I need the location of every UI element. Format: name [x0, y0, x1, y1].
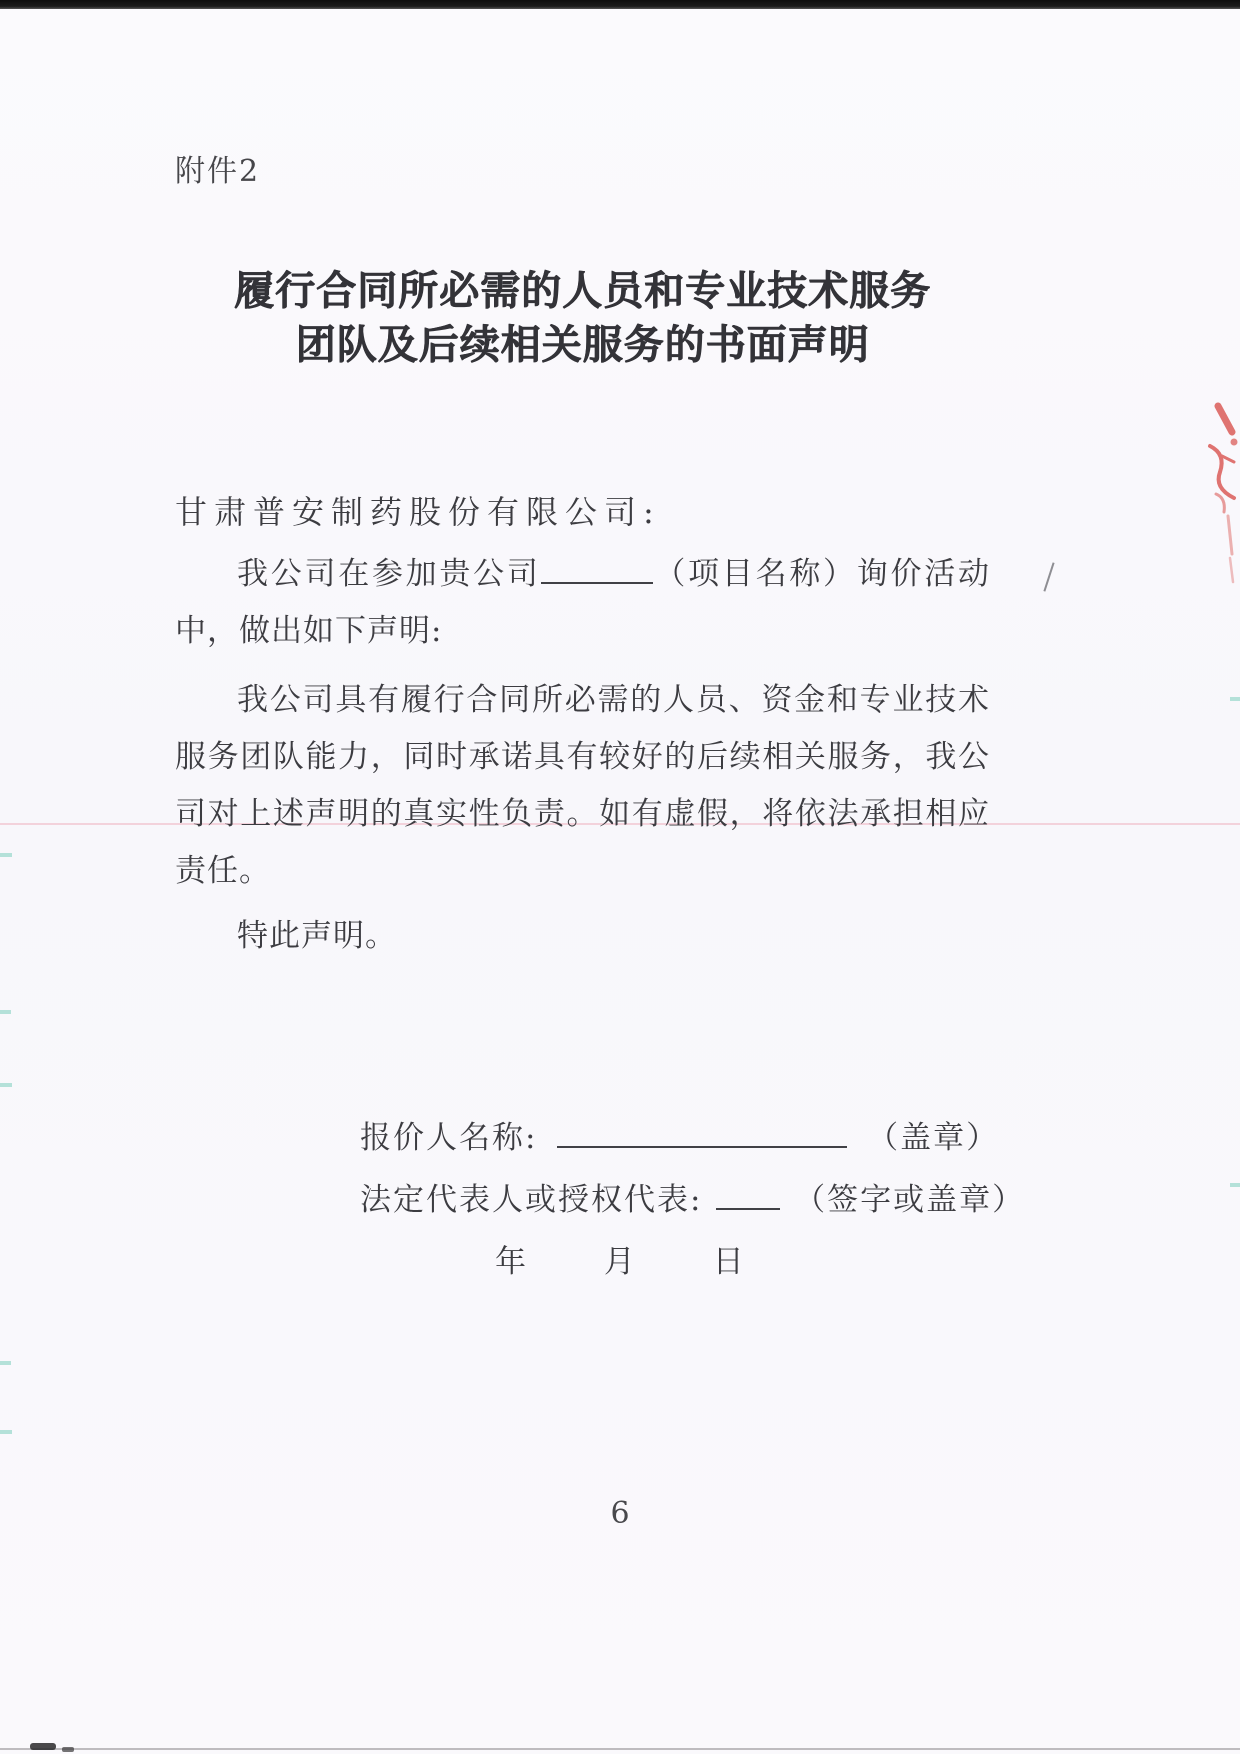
blank-representative-name [716, 1182, 780, 1210]
scan-top-edge [0, 0, 1240, 9]
scanner-tick [0, 853, 12, 857]
signature-bidder-line [360, 1107, 1000, 1169]
scanner-tick [0, 1430, 12, 1434]
document-content [175, 152, 1026, 1293]
scanner-tick [0, 1010, 11, 1014]
scanner-tick [1230, 697, 1240, 701]
scanner-tick [0, 1083, 12, 1087]
title-line-1: 履行合同所必需的人员和专业技术服务 [234, 267, 931, 314]
paragraph-project-suffix: （项目名称）询价活动中，做出如下声明: [175, 556, 991, 649]
title-line-2: 团队及后续相关服务的书面声明 [295, 321, 870, 368]
paragraph-project-prefix: 我公司在参加贵公司 [237, 556, 541, 592]
scanner-tick [0, 1361, 11, 1365]
blank-project-name [541, 556, 653, 584]
attachment-label: 附件2 [175, 154, 261, 189]
representative-label: 法定代表人或授权代表: [360, 1182, 703, 1218]
date-month-label: 月 [603, 1244, 637, 1280]
page-number: 6 [610, 1496, 630, 1531]
signature-block [360, 1107, 1026, 1293]
sign-or-seal-note: （签字或盖章） [794, 1182, 1026, 1218]
paragraph-declaration: 我公司具有履行合同所必需的人员、资金和专业技术服务团队能力，同时承诺具有较好的后续相关服务，我公司对上述声明的真实性负责。如有虚假，将依法承担相应责任。 [175, 682, 990, 889]
bidder-name-label: 报价人名称: [360, 1120, 538, 1156]
date-day-label: 日 [712, 1244, 746, 1280]
scan-corner-speck [62, 1747, 74, 1752]
paragraph-project [175, 546, 990, 660]
document-title [175, 264, 990, 372]
red-stamp-fragment-icon [1188, 398, 1240, 588]
seal-note: （盖章） [867, 1120, 1000, 1156]
scan-bottom-edge [0, 1748, 1240, 1750]
signature-representative-line [360, 1169, 1026, 1231]
paragraph-closing: 特此声明。 [237, 918, 397, 954]
signature-date-line [360, 1231, 990, 1293]
blank-bidder-name [557, 1120, 847, 1148]
date-year-label: 年 [495, 1244, 528, 1280]
salutation: 甘肃普安制药股份有限公司: [175, 493, 661, 531]
scanner-tick [1230, 1183, 1240, 1187]
scan-slash-artifact [1043, 562, 1054, 591]
scan-corner-speck [30, 1743, 56, 1750]
